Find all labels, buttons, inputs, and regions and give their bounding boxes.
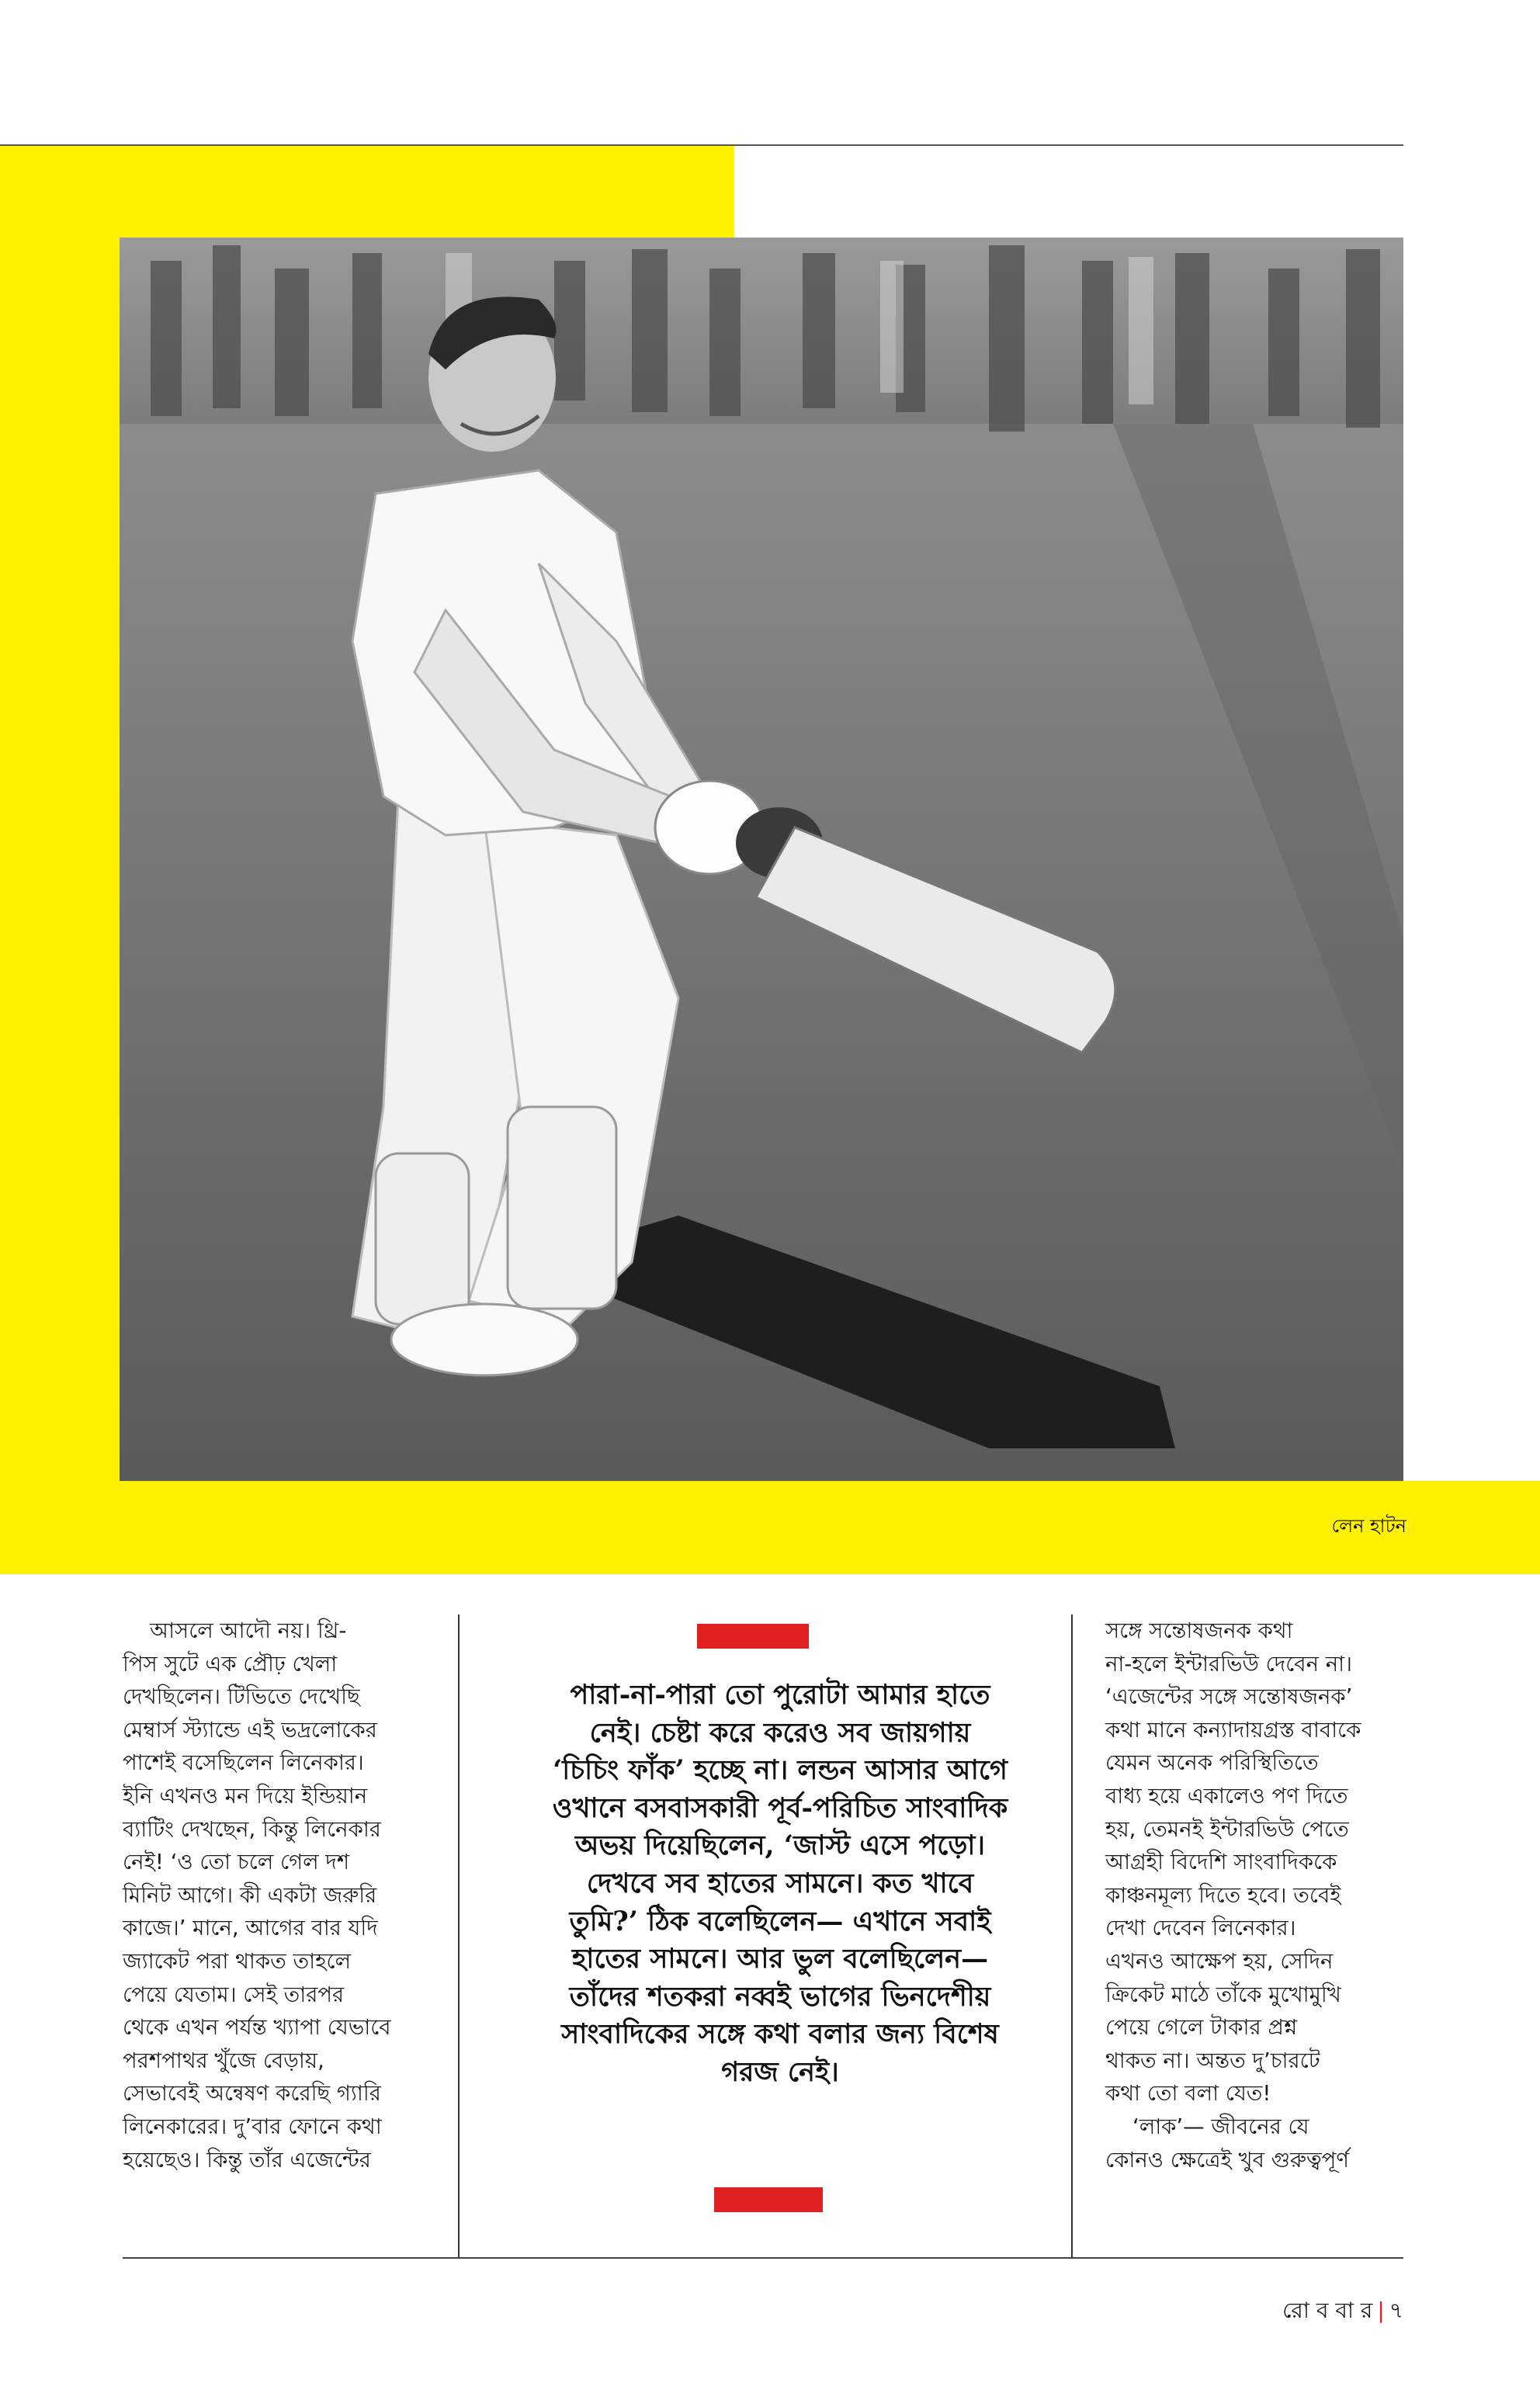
text-line: আগ্রহী বিদেশি সাংবাদিককে: [1105, 1850, 1337, 1875]
text-line: লিনেকারের। দু’বার ফোনে কথা: [123, 2114, 382, 2139]
text-line: কাজে।’ মানে, আগের বার যদি: [123, 1916, 378, 1941]
text-line: যেমন অনেক পরিস্থিতিতে: [1105, 1750, 1319, 1776]
text-line: নেই! ‘ও তো চলে গেল দশ: [123, 1850, 350, 1875]
quote-line: পারা-না-পারা তো পুরোটা আমার হাতে: [570, 1679, 990, 1711]
text-line: ক্রিকেট মাঠে তাঁকে মুখোমুখি: [1105, 1982, 1341, 2007]
quote-line: ওখানে বসবাসকারী পূর্ব-পরিচিত সাংবাদিক: [552, 1791, 1008, 1824]
text-line: কথা মানে কন্যাদায়গ্রস্ত বাবাকে: [1105, 1717, 1361, 1743]
text-line: থাকত না। অন্তত দু’চারটে: [1105, 2048, 1320, 2073]
quote-line: হাতের সামনে। আর ভুল বলেছিলেন—: [571, 1943, 989, 1975]
page-footer: [1282, 2294, 1403, 2330]
yellow-header-tab: [0, 146, 734, 238]
text-line: দেখছিলেন। টিভিতে দেখেছি: [123, 1684, 360, 1710]
text-line: পেয়ে গেলে টাকার প্রশ্ন: [1105, 2015, 1298, 2041]
photo-caption: লেন হাটন: [1331, 1515, 1406, 1537]
text-line: থেকে এখন পর্যন্ত খ্যাপা যেভাবে: [123, 2015, 391, 2041]
bottom-rule: [123, 2257, 1403, 2259]
text-line: মিনিট আগে। কী একটা জরুরি: [123, 1882, 377, 1908]
quote-line: দেখবে সব হাতের সামনে। কত খাবে: [586, 1867, 974, 1899]
text-line: এখনও আক্ষেপ হয়, সেদিন: [1105, 1948, 1334, 1974]
right-column-text: [1105, 1614, 1416, 2176]
text-line: জ্যাকেট পরা থাকত তাহলে: [123, 1948, 352, 1974]
text-line: হয়েছেও। কিন্তু তাঁর এজেন্টের: [123, 2147, 371, 2173]
quote-line: তুমি?’ ঠিক বলেছিলেন— এখানে সবাই: [569, 1905, 991, 1937]
yellow-left-strip: [0, 238, 120, 1481]
pull-quote-bottom-bar: [714, 2187, 823, 2212]
caption-band: [0, 1481, 1540, 1574]
cricketer-photo: [120, 238, 1403, 1481]
text-line: দেখা দেবেন লিনেকার।: [1105, 1916, 1296, 1941]
quote-line: অভয় দিয়েছিলেন, ‘জাস্ট এসে পড়ো।: [575, 1829, 985, 1862]
quote-line: নেই। চেষ্টা করে করেও সব জায়গায়: [589, 1716, 971, 1749]
pull-quote-top-bar: [697, 1624, 809, 1649]
text-line: হয়, তেমনই ইন্টারভিউ পেতে: [1105, 1816, 1349, 1842]
text-line: পেয়ে যেতাম। সেই তারপর: [123, 1982, 345, 2007]
quote-line: সাংবাদিকের সঙ্গে কথা বলার জন্য বিশেষ: [561, 2018, 999, 2051]
left-column-text: [123, 1614, 449, 2176]
text-line: কাঞ্চনমূল্য দিতে হবে। তবেই: [1105, 1882, 1341, 1908]
text-line: পরশপাথর খুঁজে বেড়ায়,: [123, 2048, 324, 2073]
text-line: পিস সুটে এক প্রৌঢ় খেলা: [123, 1651, 338, 1677]
text-line: আসলে আদৌ নয়। থ্রি-: [123, 1618, 347, 1643]
footer-separator: |: [1377, 2298, 1385, 2323]
text-line: বাধ্য হয়ে একালেও পণ দিতে: [1105, 1783, 1348, 1809]
text-line: ‘এজেন্টের সঙ্গে সন্তোষজনক’: [1105, 1684, 1353, 1710]
column-divider-left: [458, 1614, 460, 2259]
text-line: ‘লাক’— জীবনের যে: [1105, 2114, 1309, 2139]
page-number: ৭: [1389, 2298, 1403, 2323]
publication-name: রো ব বা র: [1282, 2298, 1373, 2323]
text-line: সেভাবেই অন্বেষণ করেছি গ্যারি: [123, 2081, 381, 2107]
text-line: ইনি এখনও মন দিয়ে ইন্ডিয়ান: [123, 1783, 368, 1809]
text-line: সঙ্গে সন্তোষজনক কথা: [1105, 1618, 1293, 1643]
text-line: না-হলে ইন্টারভিউ দেবেন না।: [1105, 1651, 1352, 1677]
quote-line: ‘চিচিং ফাঁক’ হচ্ছে না। লন্ডন আসার আগে: [553, 1754, 1008, 1787]
text-line: পাশেই বসেছিলেন লিনেকার।: [123, 1750, 364, 1776]
text-line: কথা তো বলা যেত!: [1105, 2081, 1271, 2107]
quote-line: তাঁদের শতকরা নব্বই ভাগের ভিনদেশীয়: [569, 1980, 991, 2013]
text-line: মেম্বার্স স্ট্যান্ডে এই ভদ্রলোকের: [123, 1717, 377, 1743]
text-line: কোনও ক্ষেত্রেই খুব গুরুত্বপূর্ণ: [1105, 2147, 1349, 2173]
quote-line: গরজ নেই।: [721, 2055, 839, 2088]
text-line: ব্যাটিং দেখছেন, কিন্তু লিনেকার: [123, 1816, 381, 1842]
pull-quote: [475, 1677, 1085, 2092]
